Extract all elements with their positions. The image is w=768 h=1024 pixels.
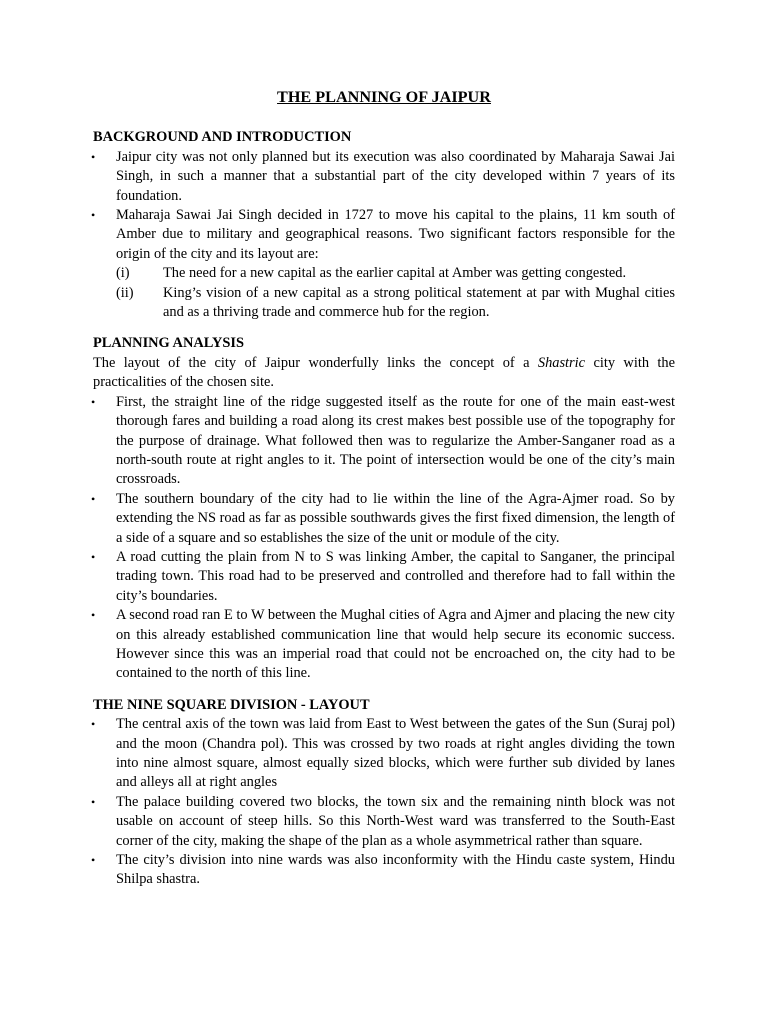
sub-item-number: (i) [116, 265, 130, 282]
section-heading: THE NINE SQUARE DIVISION - LAYOUT [93, 696, 370, 713]
bullet-item [93, 490, 675, 548]
bullet-list [93, 715, 675, 890]
bullet-text: The city’s division into nine wards was also inconformity with the Hindu caste system, Hindu Shilpa shastra. [116, 852, 675, 888]
bullet-icon: • [91, 149, 96, 164]
bullet-text: Jaipur city was not only planned but its execution was also coordinated by Maharaja Sawai Jai Singh, in such a manner that a substantial part of the city developed within 7 years of its foundation. [116, 148, 675, 204]
bullet-text: The palace building covered two blocks, the town six and the remaining ninth block was not usable on account of steep hills. So this North-West ward was transferred to the South-East corner of the city, making the shape of the plan as a whole asymmetrical rather than square. [116, 793, 675, 849]
section-heading: BACKGROUND AND INTRODUCTION [93, 129, 352, 146]
sub-item [116, 284, 675, 323]
document-title: THE PLANNING OF JAIPUR [277, 88, 491, 106]
bullet-item [93, 715, 675, 793]
bullet-icon: • [91, 717, 96, 732]
document-page [93, 88, 675, 902]
intro-text: The layout of the city of Jaipur wonderfully links the concept of a [93, 354, 538, 371]
bullet-list [93, 148, 675, 323]
bullet-text: A second road ran E to W between the Mughal cities of Agra and Ajmer and placing the new city on this already established communication line that would help secure its economic success. However since this was an imperial road that could not be encroached on, the city had to be contained to the north of this line. [116, 607, 675, 682]
bullet-item [93, 851, 675, 890]
bullet-text: First, the straight line of the ridge suggested itself as the route for one of the main east-west thorough fares and building a road along its crest makes best possible use of the topography for the purpose of drainage. What followed then was to regularize the Amber-Sanganer road as a north-south route at right angles to it. The point of intersection would be one of the city’s main crossroads. [116, 393, 675, 488]
sub-item-number: (ii) [116, 284, 134, 301]
bullet-list [93, 393, 675, 684]
bullet-text: The southern boundary of the city had to lie within the line of the Agra-Ajmer road. So by extending the NS road as far as possible southwards gives the first fixed dimension, the length of a side of a square and so establishes the size of the unit or module of the city. [116, 490, 675, 546]
bullet-item [93, 606, 675, 684]
section-nine-square [93, 696, 675, 890]
bullet-icon: • [91, 208, 96, 223]
section-planning [93, 334, 675, 683]
bullet-icon: • [91, 394, 96, 409]
sub-item-text: King’s vision of a new capital as a strong political statement at par with Mughal cities and as a thriving trade and commerce hub for the region. [163, 284, 675, 321]
bullet-icon: • [91, 853, 96, 868]
bullet-item [93, 206, 675, 322]
sub-item [116, 264, 675, 283]
bullet-item [93, 548, 675, 606]
bullet-text: Maharaja Sawai Jai Singh decided in 1727 to move his capital to the plains, 11 km south of Amber due to military and geographical reasons. Two significant factors responsible for the origin of the city and its layout are: [116, 207, 675, 262]
bullet-item [93, 148, 675, 206]
bullet-icon: • [91, 608, 96, 623]
sub-item-text: The need for a new capital as the earlier capital at Amber was getting congested. [163, 265, 627, 282]
bullet-text: The central axis of the town was laid from East to West between the gates of the Sun (Suraj pol) and the moon (Chandra pol). This was crossed by two roads at right angles dividing the town into nine almost square, almost equally sized blocks, which were further sub divided by lanes and alleys all at right angles [116, 716, 675, 791]
section-background [93, 128, 675, 322]
intro-emphasis: Shastric [537, 354, 586, 371]
bullet-icon: • [91, 794, 96, 809]
intro-paragraph [93, 354, 675, 393]
intro-text: city with the practicalities of the chosen site. [93, 354, 675, 391]
bullet-icon: • [91, 549, 96, 564]
bullet-text: A road cutting the plain from N to S was linking Amber, the capital to Sanganer, the principal trading town. This road had to be preserved and controlled and therefore had to fall within the city’s boundaries. [116, 548, 675, 604]
bullet-item [93, 793, 675, 851]
section-heading: PLANNING ANALYSIS [93, 335, 245, 352]
bullet-item [93, 393, 675, 490]
bullet-icon: • [91, 491, 96, 506]
